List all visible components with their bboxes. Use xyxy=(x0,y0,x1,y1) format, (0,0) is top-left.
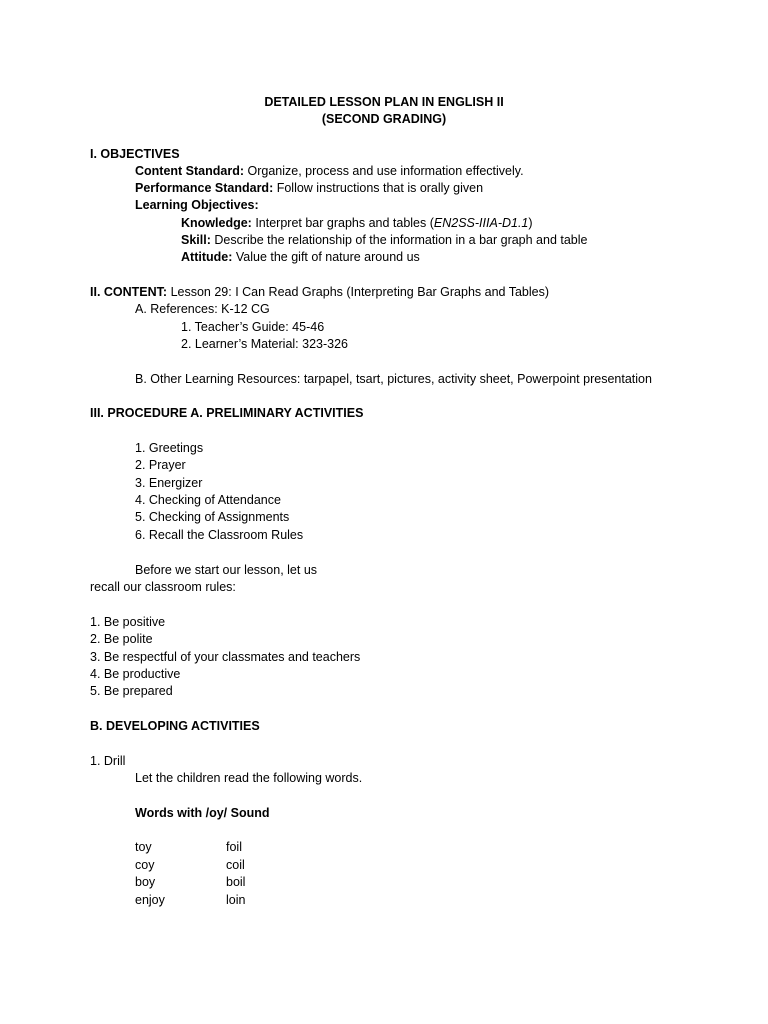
content-standard-text: Organize, process and use information effectively. xyxy=(244,164,524,178)
rules-intro: Before we start our lesson, let us xyxy=(135,563,318,577)
knowledge-text: Interpret bar graphs and tables ( xyxy=(251,216,434,230)
word-item: boy xyxy=(135,875,156,889)
list-item: 3. Energizer xyxy=(135,476,203,490)
reference-item: 2. Learner’s Material: 323-326 xyxy=(181,337,348,351)
knowledge-code: EN2SS-IIIA-D1.1 xyxy=(433,216,529,230)
developing-heading: B. DEVELOPING ACTIVITIES xyxy=(90,719,260,733)
learning-objectives-label: Learning Objectives: xyxy=(135,198,259,212)
content-standard xyxy=(135,163,524,180)
word-item: loin xyxy=(226,893,246,907)
list-item: 2. Prayer xyxy=(135,458,186,472)
word-item: coil xyxy=(226,858,245,872)
list-item: 6. Recall the Classroom Rules xyxy=(135,528,304,542)
rule-item: 2. Be polite xyxy=(90,632,153,646)
content-label: II. CONTENT: xyxy=(90,285,168,299)
knowledge-objective xyxy=(181,215,533,232)
content-section xyxy=(90,284,549,301)
performance-standard-text: Follow instructions that is orally given xyxy=(273,181,484,195)
document-title: DETAILED LESSON PLAN IN ENGLISH II xyxy=(264,95,504,109)
word-item: toy xyxy=(135,840,152,854)
skill-text: Describe the relationship of the information in a bar graph and table xyxy=(210,233,588,247)
word-item: coy xyxy=(135,858,155,872)
attitude-text: Value the gift of nature around us xyxy=(232,250,420,264)
skill-label: Skill: xyxy=(181,233,211,247)
rule-item: 4. Be productive xyxy=(90,667,181,681)
reference-item: 1. Teacher’s Guide: 45-46 xyxy=(181,320,325,334)
performance-standard-label: Performance Standard: xyxy=(135,181,274,195)
words-heading: Words with /oy/ Sound xyxy=(135,806,270,820)
content-text: Lesson 29: I Can Read Graphs (Interpreting Bar Graphs and Tables) xyxy=(167,285,550,299)
knowledge-close: ) xyxy=(528,216,533,230)
rule-item: 5. Be prepared xyxy=(90,684,173,698)
content-standard-label: Content Standard: xyxy=(135,164,245,178)
list-item: 5. Checking of Assignments xyxy=(135,510,290,524)
word-item: foil xyxy=(226,840,242,854)
other-resources: B. Other Learning Resources: tarpapel, tsart, pictures, activity sheet, Powerpoint presentation xyxy=(135,372,652,386)
attitude-label: Attitude: xyxy=(181,250,233,264)
objectives-heading: I. OBJECTIVES xyxy=(90,147,180,161)
drill-instruction: Let the children read the following words. xyxy=(135,771,363,785)
rules-intro: recall our classroom rules: xyxy=(90,580,236,594)
knowledge-label: Knowledge: xyxy=(181,216,252,230)
performance-standard xyxy=(135,180,483,197)
word-item: enjoy xyxy=(135,893,165,907)
list-item: 4. Checking of Attendance xyxy=(135,493,281,507)
rule-item: 3. Be respectful of your classmates and teachers xyxy=(90,650,361,664)
word-item: boil xyxy=(226,875,246,889)
procedure-heading: III. PROCEDURE A. PRELIMINARY ACTIVITIES xyxy=(90,406,364,420)
attitude-objective xyxy=(181,249,420,266)
rule-item: 1. Be positive xyxy=(90,615,166,629)
drill-label: 1. Drill xyxy=(90,754,126,768)
document-subtitle: (SECOND GRADING) xyxy=(321,112,447,126)
references: A. References: K-12 CG xyxy=(135,302,270,316)
list-item: 1. Greetings xyxy=(135,441,204,455)
skill-objective xyxy=(181,232,588,249)
